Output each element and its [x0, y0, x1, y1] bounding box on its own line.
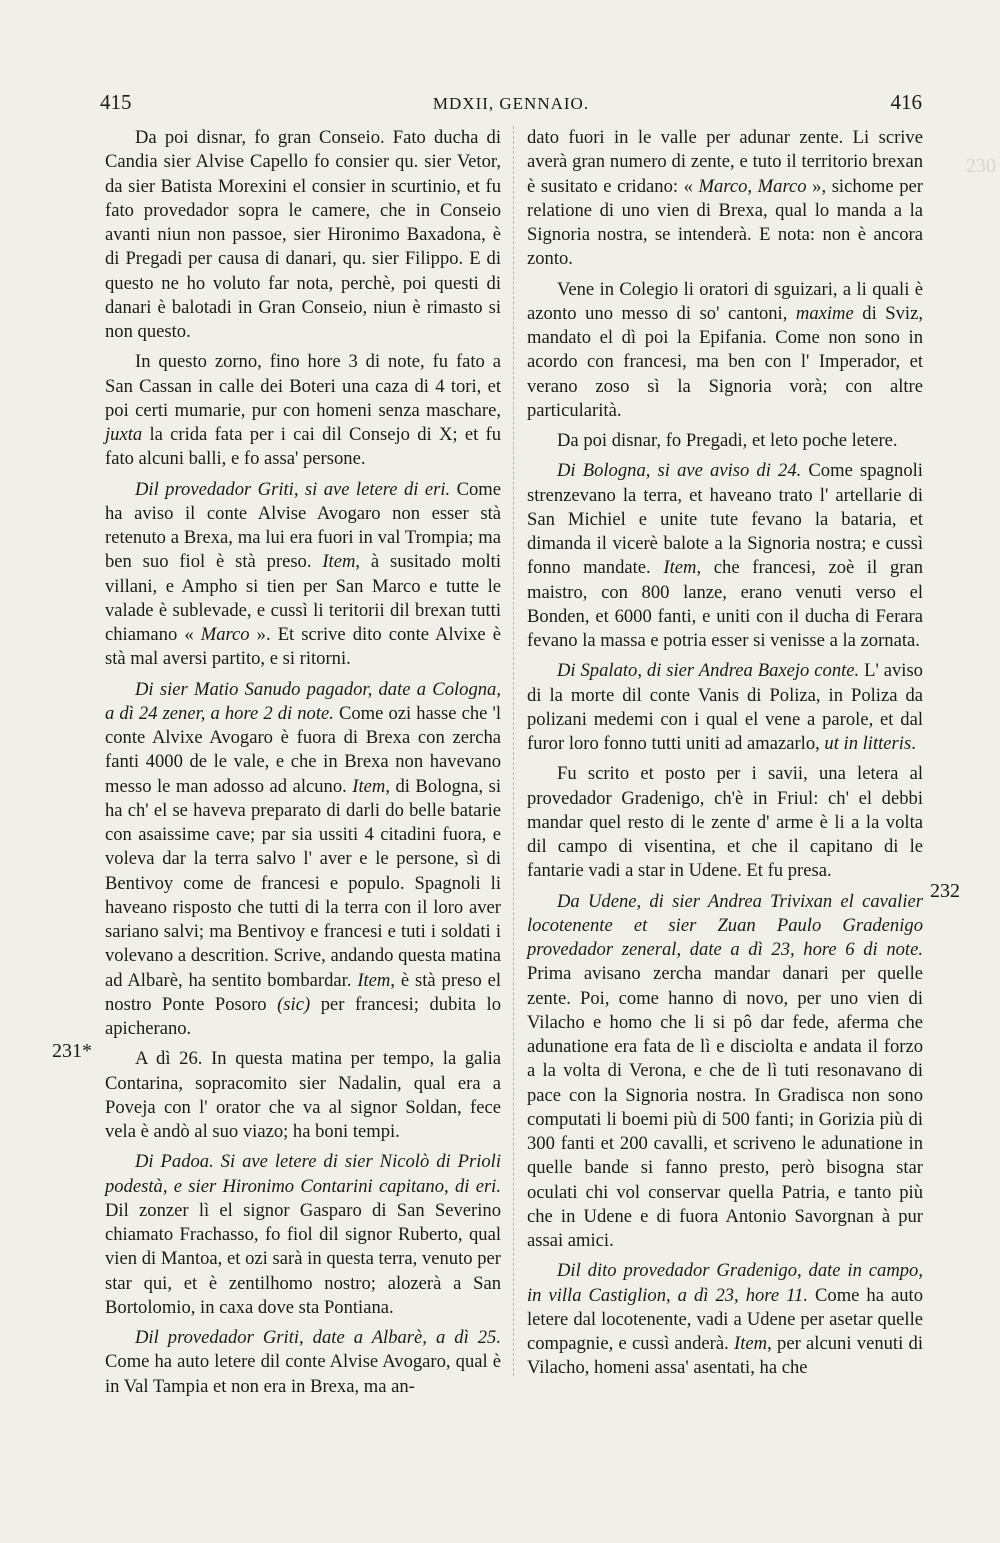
paragraph: Di sier Matio Sanudo pagador, date a Cologna, a dì 24 zener, a hore 2 di note. Come ozi hasse che 'l conte Alvixe Avogaro è fuora di Brexa con zercha fanti 4000 de le vale, e che in Brexa non havevano messo le man adosso ad alcuno. Item, di Bologna, si ha ch' el se haveva preparato di darli do belle batarie con asaissime cave; par sia ussiti 4 citadini fuora, e voleva dar la terra salvo l' aver e le persone, sì di Bentivoy come de francesi e populo. Spagnoli li haveano risposto che tutti di la terra con il loro aver sariano salvi; ma Bentivoy e francesi e tuti i soldati i volevano a descrition. Scrive, andando questa matina ad Albarè, ha sentito bombardar. Item, è stà preso el nostro Ponte Posoro (sic) per francesi; dubita lo apicherano. [105, 678, 502, 1039]
paragraph: Di Spalato, di sier Andrea Baxejo conte. L' aviso di la morte dil conte Vanis di Poliza, in Poliza da polizani medemi con i qual el vene a parole, et dal furor loro fonno tutti uniti ad amazarlo, ut in litteris. [527, 660, 923, 754]
paragraph: Di Bologna, si ave aviso di 24. Come spagnoli strenzevano la terra, et haveano trato l' artellarie di San Michiel e unite tute fevano la bataria, et dimanda il vicerè balote a la Signoria nostra; e cussì fonno mandate. Item, che francesi, zoè il gran maistro, con 800 lanze, erano venuti verso el Bonden, et 6000 fanti, e uniti con il ducha di Ferara fevano la massa e potria esser si venisse a la zornata. [527, 460, 923, 651]
left-page-number: 415 [100, 90, 132, 114]
paragraph: Di Padoa. Si ave letere di sier Nicolò di Prioli podestà, e sier Hironimo Contarini capitano, di eri. Dil zonzer lì el signor Gasparo di San Severino chiamato Frachasso, fo fiol dil signor Ruberto, qual vien di Mantoa, et ozi sarà in questa terra, venuto per star qui, et è zentilhomo nostro; alozerà a San Bortolomio, in caxa dove sta Pontiana. [105, 1151, 501, 1318]
running-title: MDXII, GENNAIO. [432, 94, 590, 113]
paragraph: Da poi disnar, fo Pregadi, et leto poche letere. [557, 430, 898, 451]
paragraph: In questo zorno, fino hore 3 di note, fu fato a San Cassan in calle dei Boteri una caza di 4 tori, et poi certi mumarie, pur con homeni senza maschare, juxta la crida fata per i cai dil Consejo di X; et fu fato alcuni balli, e fo assa' persone. [105, 351, 501, 470]
paragraph: Da poi disnar, fo gran Conseio. Fato ducha di Candia sier Alvise Capello fo consier qu. sier Vetor, da sier Batista Morexini el consier in scurtinio, et fu fato provedador sopra le camere, che in Conseio avanti niun non passoe, sier Hironimo Baxadona, è di Pregadi per causa di danari, qu. sier Filippo. E di questo ne ho voluto far nota, perchè, poi questi di danari è balotadi in Gran Conseio, niun è rimasto si non questo. [105, 127, 501, 342]
running-header [100, 84, 922, 120]
bleed-through-number: 230 [966, 155, 996, 177]
right-page-number: 416 [890, 90, 922, 114]
right-column [527, 126, 923, 1387]
paragraph: Dil provedador Griti, date a Albarè, a dì 25. Come ha auto letere dil conte Alvise Avogaro, qual è in Val Tampia et non era in Brexa, ma an- [105, 1327, 501, 1397]
margin-note-left: 231* [52, 1040, 92, 1062]
left-column [105, 126, 501, 1405]
paragraph: Dil provedador Griti, si ave letere di eri. Come ha aviso il conte Alvise Avogaro non esser stà retenuto a Brexa, ma lui era fuori in val Trompia; ma ben suo fiol è stà preso. Item, à susitado molti villani, e Ampho si tien per San Marco e tutte le valade è sublevade, e cussì li teritorii dil brexan tutti chiamano « Marco ». Et scrive dito conte Alvixe è stà mal aversi partito, e si ritorni. [105, 478, 501, 670]
paragraph: A dì 26. In questa matina per tempo, la galia Contarina, sopracomito sier Nadalin, qual era a Poveja con l' orator che va al signor Soldan, fece vela è andò al suo viazo; ha boni tempi. [105, 1048, 501, 1142]
column-divider [513, 126, 514, 1376]
paragraph: Vene in Colegio li oratori di sguizari, a li quali è azonto uno messo di so' cantoni, maxime di Sviz, mandato el dì poi la Epifania. Come non sono in acordo con francesi, ma ben con l' Imperador, et verano zoso sì la Signoria vorà; con altre particularità. [527, 278, 923, 421]
margin-note-right: 232 [930, 880, 960, 902]
paragraph: Da Udene, di sier Andrea Trivixan el cavalier locotenente et sier Zuan Paulo Gradenigo provedador zeneral, date a dì 23, hore 6 di note. Prima avisano zercha mandar danari per quelle zente. Poi, come hanno di novo, per uno vien di Vilacho e homo che li si pô dar fede, aferma che adunatione era fata de lì e disciolta e andata il forzo a la volta di Verona, e che de lì tuti resonavano di pace con la Signoria nostra. In Gradisca non sono computati li boemi più di 500 fanti; in Gorizia più di 300 fanti et 200 cavalli, et scriveno le adunatione in quelle bande si fanno presto, però bisogna star oculati chi vol conservar quella Patria, e tanto più che in Udene e di fuora Antonio Savorgnan à pur assai amici. [527, 890, 923, 1251]
paragraph: Dil dito provedador Gradenigo, date in campo, in villa Castiglion, a dì 23, hore 11. Come ha auto letere dal locotenente, vadi a Udene per asetar quelle compagnie, e cussì anderà. Item, per alcuni venuti di Vilacho, homeni assa' asentati, ha che [527, 1260, 924, 1379]
paragraph: dato fuori in le valle per adunar zente. Li scrive averà gran numero di zente, e tuto il territorio brexan è susitato e cridano: « Marco, Marco », sichome per relatione di uno vien di Brexa, qual lo manda a la Signoria nostra, se intenderà. E nota: non è ancora zonto. [527, 127, 923, 270]
paragraph: Fu scrito et posto per i savii, una letera al provedador Gradenigo, ch'è in Friul: ch' el debbi mandar quel resto di le zente d' arme è li a la volta dil campo di visentina, et che il capitano di le fantarie vadi a star in Udene. Et fu presa. [527, 763, 923, 882]
